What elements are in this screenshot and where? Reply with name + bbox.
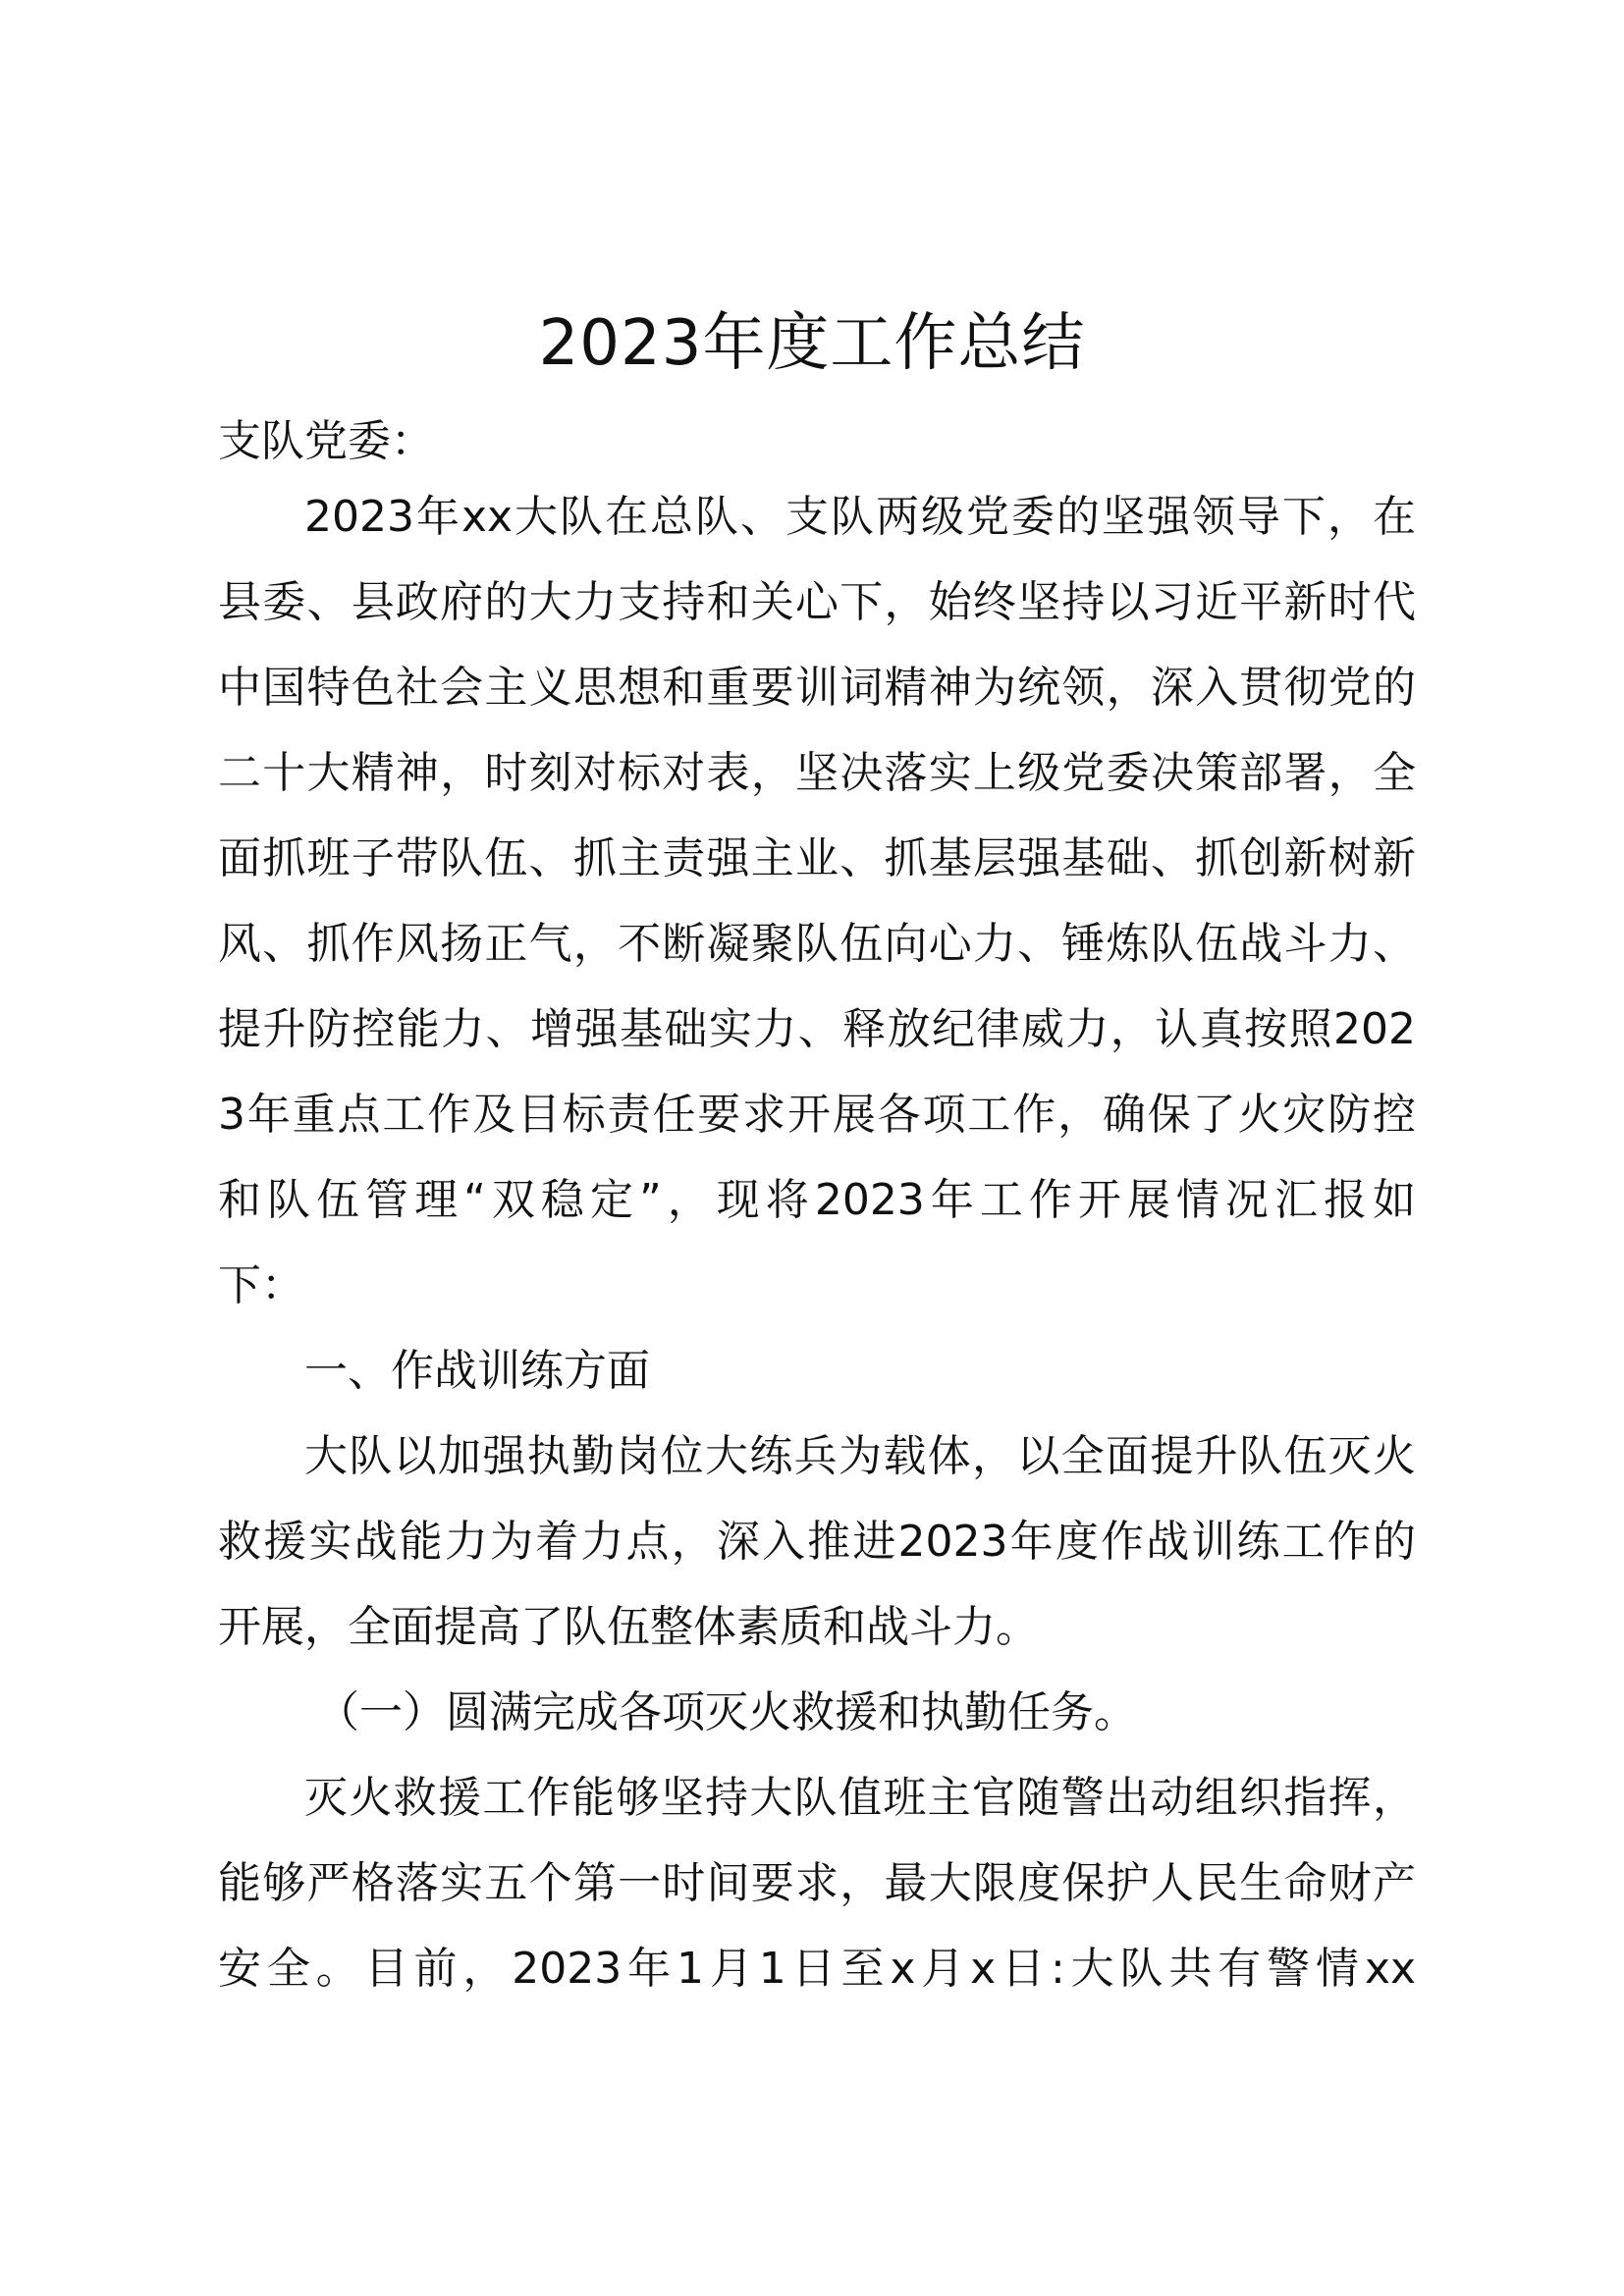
paragraph-line: 开展，全面提高了队伍整体素质和战斗力。 xyxy=(218,1602,1039,1652)
salutation: 支队党委： xyxy=(218,416,434,466)
paragraph-line: 大队以加强执勤岗位大练兵为载体，以全面提升队伍灭火 xyxy=(304,1431,1416,1481)
section-heading: 一、作战训练方面 xyxy=(304,1346,650,1396)
paragraph-line: 风、抓作风扬正气，不断凝聚队伍向心力、锤炼队伍战斗力、 xyxy=(218,919,1416,969)
subsection-heading: （一）圆满完成各项灭火救援和执勤任务。 xyxy=(316,1687,1137,1737)
paragraph-line: 安全。目前，2023年1月1日至x月x日:大队共有警情xx xyxy=(218,1944,1416,1994)
paragraph-line: 灭火救援工作能够坚持大队值班主官随警出动组织指挥， xyxy=(304,1773,1416,1823)
paragraph-line: 中国特色社会主义思想和重要训词精神为统领，深入贯彻党的 xyxy=(218,663,1416,713)
paragraph-line: 提升防控能力、增强基础实力、释放纪律威力，认真按照202 xyxy=(218,1004,1416,1054)
document-title: 2023年度工作总结 xyxy=(538,307,1086,380)
paragraph-line: 2023年xx大队在总队、支队两级党委的坚强领导下，在 xyxy=(304,492,1416,542)
paragraph-line: 县委、县政府的大力支持和关心下，始终坚持以习近平新时代 xyxy=(218,577,1416,627)
paragraph-line: 下： xyxy=(218,1260,304,1310)
paragraph-line: 3年重点工作及目标责任要求开展各项工作，确保了火灾防控 xyxy=(218,1090,1416,1140)
paragraph-line: 二十大精神，时刻对标对表，坚决落实上级党委决策部署，全 xyxy=(218,748,1416,798)
paragraph-line: 救援实战能力为着力点，深入推进2023年度作战训练工作的 xyxy=(218,1517,1416,1567)
paragraph-line: 能够严格落实五个第一时间要求，最大限度保护人民生命财产 xyxy=(218,1858,1416,1908)
paragraph-line: 和队伍管理“双稳定”，现将2023年工作开展情况汇报如 xyxy=(218,1175,1416,1225)
paragraph-line: 面抓班子带队伍、抓主责强主业、抓基层强基础、抓创新树新 xyxy=(218,833,1416,883)
